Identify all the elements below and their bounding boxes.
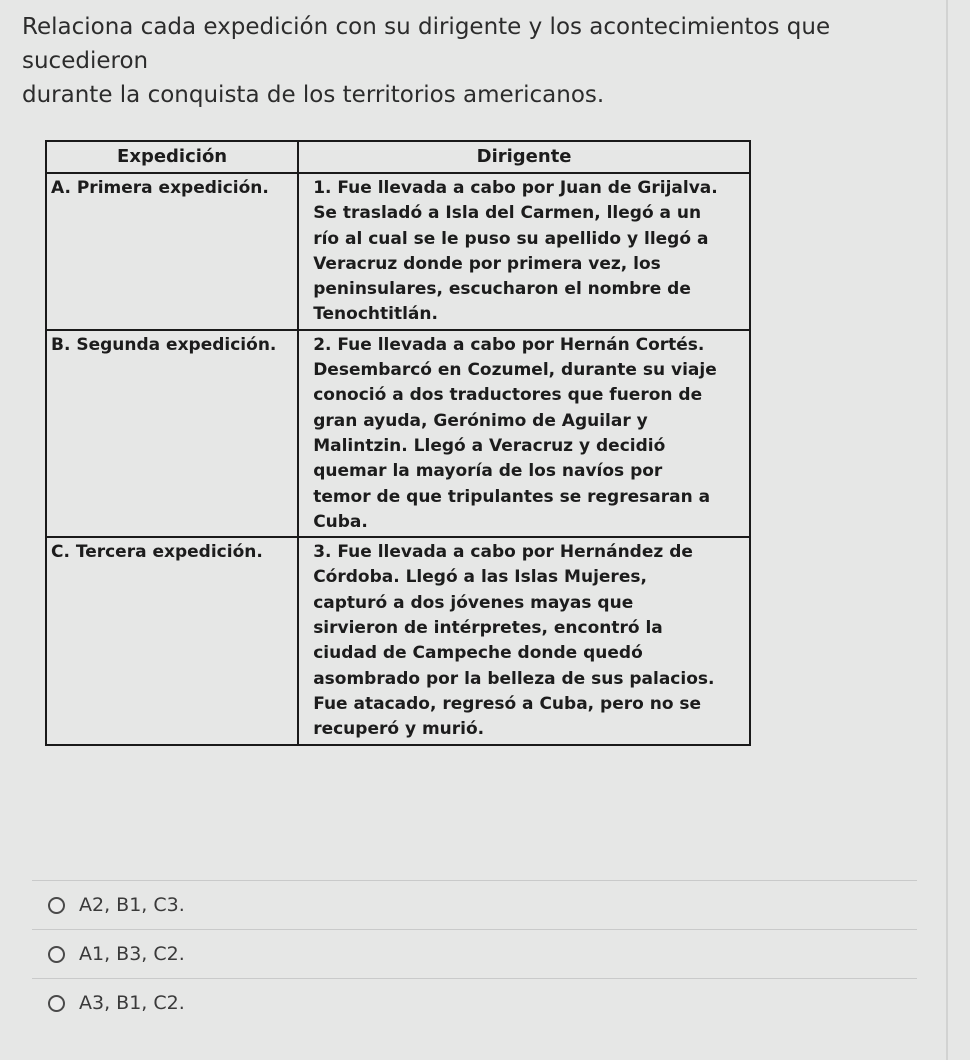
leader-cell	[298, 537, 750, 744]
option-label: A3, B1, C2.	[79, 992, 185, 1014]
option-label: A2, B1, C3.	[79, 894, 185, 916]
leader-cell	[298, 173, 750, 330]
answer-option-3[interactable]	[32, 979, 917, 1027]
radio-button[interactable]	[48, 897, 65, 914]
table-row	[46, 537, 750, 744]
answer-option-2[interactable]	[32, 930, 917, 978]
radio-button[interactable]	[48, 995, 65, 1012]
matching-table	[45, 140, 751, 746]
leader-text: 2. Fue llevada a cabo por Hernán Cortés. Desembarcó en Cozumel, durante su viaje conoció a dos traductores que fueron de gran ayuda, Gerónimo de Aguilar y Malintzin. Llegó a Veracruz y decidió quemar la mayoría de los navíos por temor de que tripulantes se regresaran a Cuba.	[313, 334, 717, 532]
leader-cell	[298, 330, 750, 537]
table-row	[46, 173, 750, 330]
expedition-cell	[46, 537, 298, 744]
expedition-cell	[46, 330, 298, 537]
expedition-cell	[46, 173, 298, 330]
expedition-text: C. Tercera expedición.	[51, 542, 263, 563]
column-header-leader: Dirigente	[298, 141, 750, 173]
answer-option-1[interactable]	[32, 881, 917, 929]
leader-text: 1. Fue llevada a cabo por Juan de Grijalva. Se trasladó a Isla del Carmen, llegó a un río al cual se le puso su apellido y llegó a Veracruz donde por primera vez, los peninsulares, escucharon el nombre de Tenochtitlán.	[313, 178, 718, 325]
option-label: A1, B3, C2.	[79, 943, 185, 965]
column-header-expedition: Expedición	[46, 141, 298, 173]
table-row	[46, 330, 750, 537]
page-edge-divider	[946, 0, 948, 1060]
expedition-text: A. Primera expedición.	[51, 178, 269, 198]
table-header-row	[46, 141, 750, 173]
answer-options	[32, 880, 917, 1027]
leader-text: 3. Fue llevada a cabo por Hernández de Córdoba. Llegó a las Islas Mujeres, capturó a dos jóvenes mayas que sirvieron de intérpretes, encontró la ciudad de Campeche donde quedó asombrado por la belleza de sus palacios. Fue atacado, regresó a Cuba, pero no se recuperó y murió.	[313, 542, 715, 740]
radio-button[interactable]	[48, 946, 65, 963]
expedition-text: B. Segunda expedición.	[51, 334, 277, 355]
question-prompt: Relaciona cada expedición con su dirigente y los acontecimientos que sucedieron durante la conquista de los territorios americanos.	[22, 14, 831, 108]
